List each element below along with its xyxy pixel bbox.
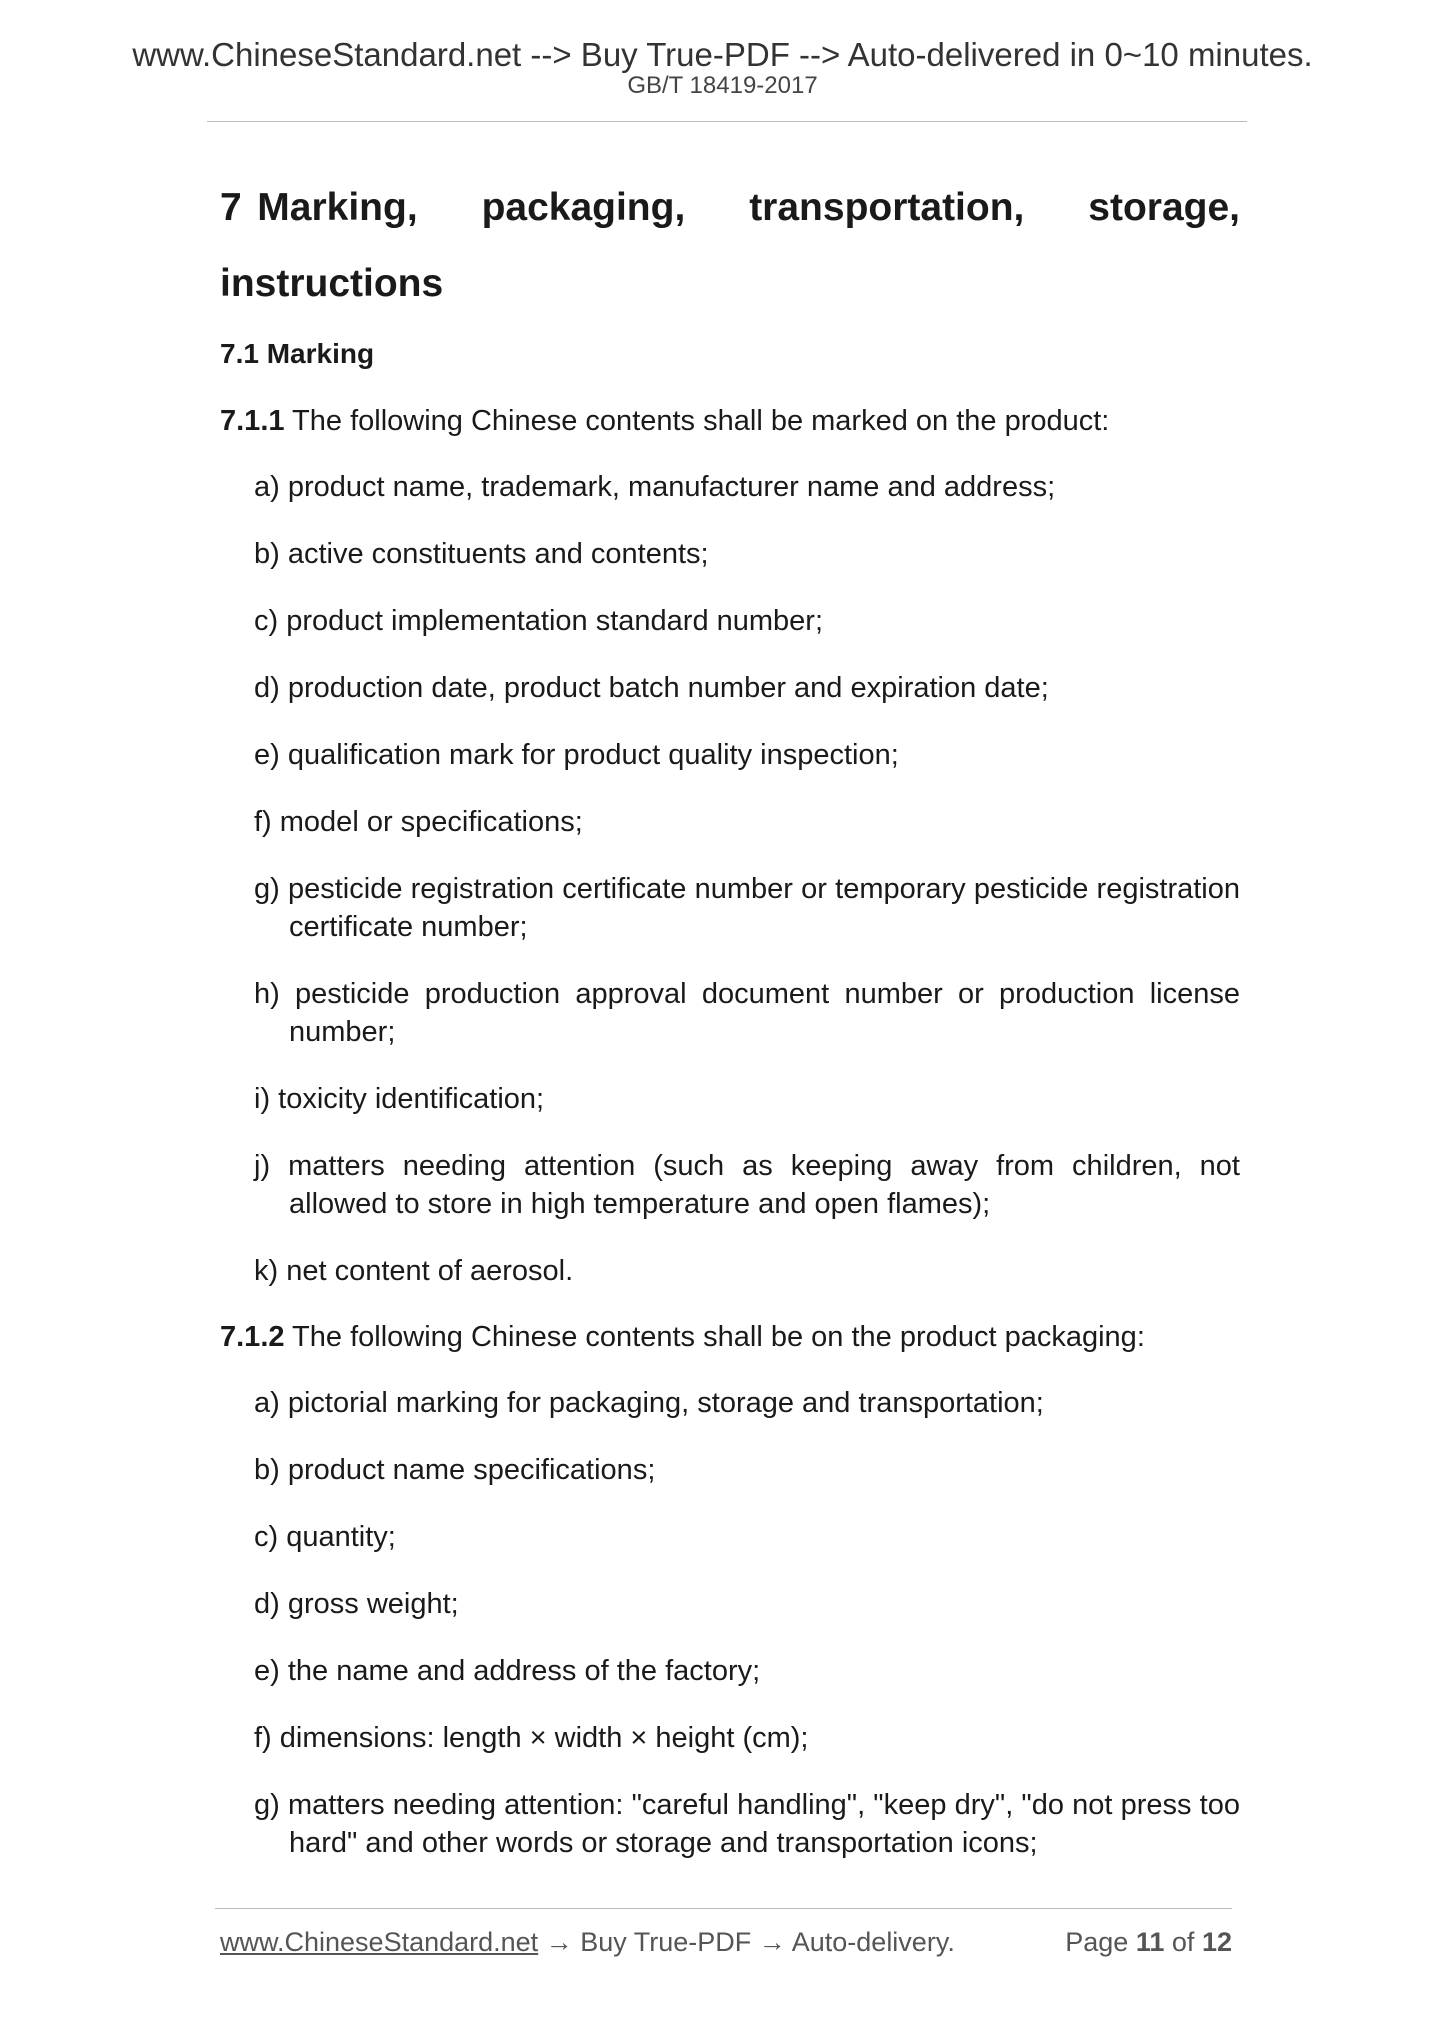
clause-text: The following Chinese contents shall be marked on the product: <box>292 405 1110 437</box>
list-item: j) matters needing attention (such as keeping away from children, not allowed to store in high temperature and open flames); <box>254 1150 1240 1220</box>
clause-text: The following Chinese contents shall be on the product packaging: <box>292 1321 1145 1353</box>
list-item: f) dimensions: length × width × height (cm); <box>254 1722 809 1754</box>
list-item: k) net content of aerosol. <box>254 1255 574 1287</box>
page-indicator <box>1065 1922 1232 1962</box>
of-label: of <box>1171 1927 1195 1957</box>
section-number: 7 <box>220 186 242 229</box>
clause-7-1-2-items <box>220 1384 1240 1862</box>
list-item: a) product name, trademark, manufacturer name and address; <box>254 471 1056 503</box>
list-item: i) toxicity identification; <box>254 1083 545 1115</box>
list-item: b) product name specifications; <box>254 1454 656 1486</box>
site-banner: www.ChineseStandard.net --> Buy True-PDF --> Auto-delivered in 0~10 minutes. <box>132 36 1313 73</box>
header-divider <box>207 121 1247 122</box>
section-title: Marking, packaging, transportation, storage, instructions <box>220 186 1240 305</box>
list-item: h) pesticide production approval document number or production license number; <box>254 978 1240 1048</box>
list-item: e) the name and address of the factory; <box>254 1655 761 1687</box>
subsection-heading: 7.1 Marking <box>220 338 375 369</box>
standard-code: GB/T 18419-2017 <box>627 72 818 99</box>
list-item: g) pesticide registration certificate number or temporary pesticide registration certificate number; <box>254 873 1240 943</box>
clause-number: 7.1.1 <box>220 405 285 437</box>
clause-7-1-1 <box>220 401 1240 441</box>
clause-number: 7.1.2 <box>220 1321 285 1353</box>
footer-divider <box>215 1908 1232 1909</box>
list-item: a) pictorial marking for packaging, storage and transportation; <box>254 1387 1044 1419</box>
list-item: c) product implementation standard number; <box>254 605 824 637</box>
list-item: c) quantity; <box>254 1521 396 1553</box>
page-label: Page <box>1065 1927 1129 1957</box>
footer-left <box>220 1922 955 1962</box>
clause-7-1-1-items <box>220 468 1240 1290</box>
footer-tagline: → Buy True-PDF → Auto-delivery. <box>538 1927 955 1957</box>
current-page: 11 <box>1135 1927 1165 1957</box>
list-item: d) gross weight; <box>254 1588 459 1620</box>
clause-7-1-2 <box>220 1317 1240 1357</box>
list-item: g) matters needing attention: "careful handling", "keep dry", "do not press too hard" and other words or storage and transportation icons; <box>254 1789 1240 1859</box>
total-pages: 12 <box>1201 1927 1232 1957</box>
section-heading <box>220 170 1240 322</box>
list-item: e) qualification mark for product quality inspection; <box>254 739 899 771</box>
list-item: b) active constituents and contents; <box>254 538 709 570</box>
list-item: f) model or specifications; <box>254 806 583 838</box>
footer-site-link[interactable]: www.ChineseStandard.net <box>220 1927 539 1957</box>
document-body <box>220 170 1240 1889</box>
list-item: d) production date, product batch number and expiration date; <box>254 672 1049 704</box>
page-footer <box>220 1922 1232 1962</box>
